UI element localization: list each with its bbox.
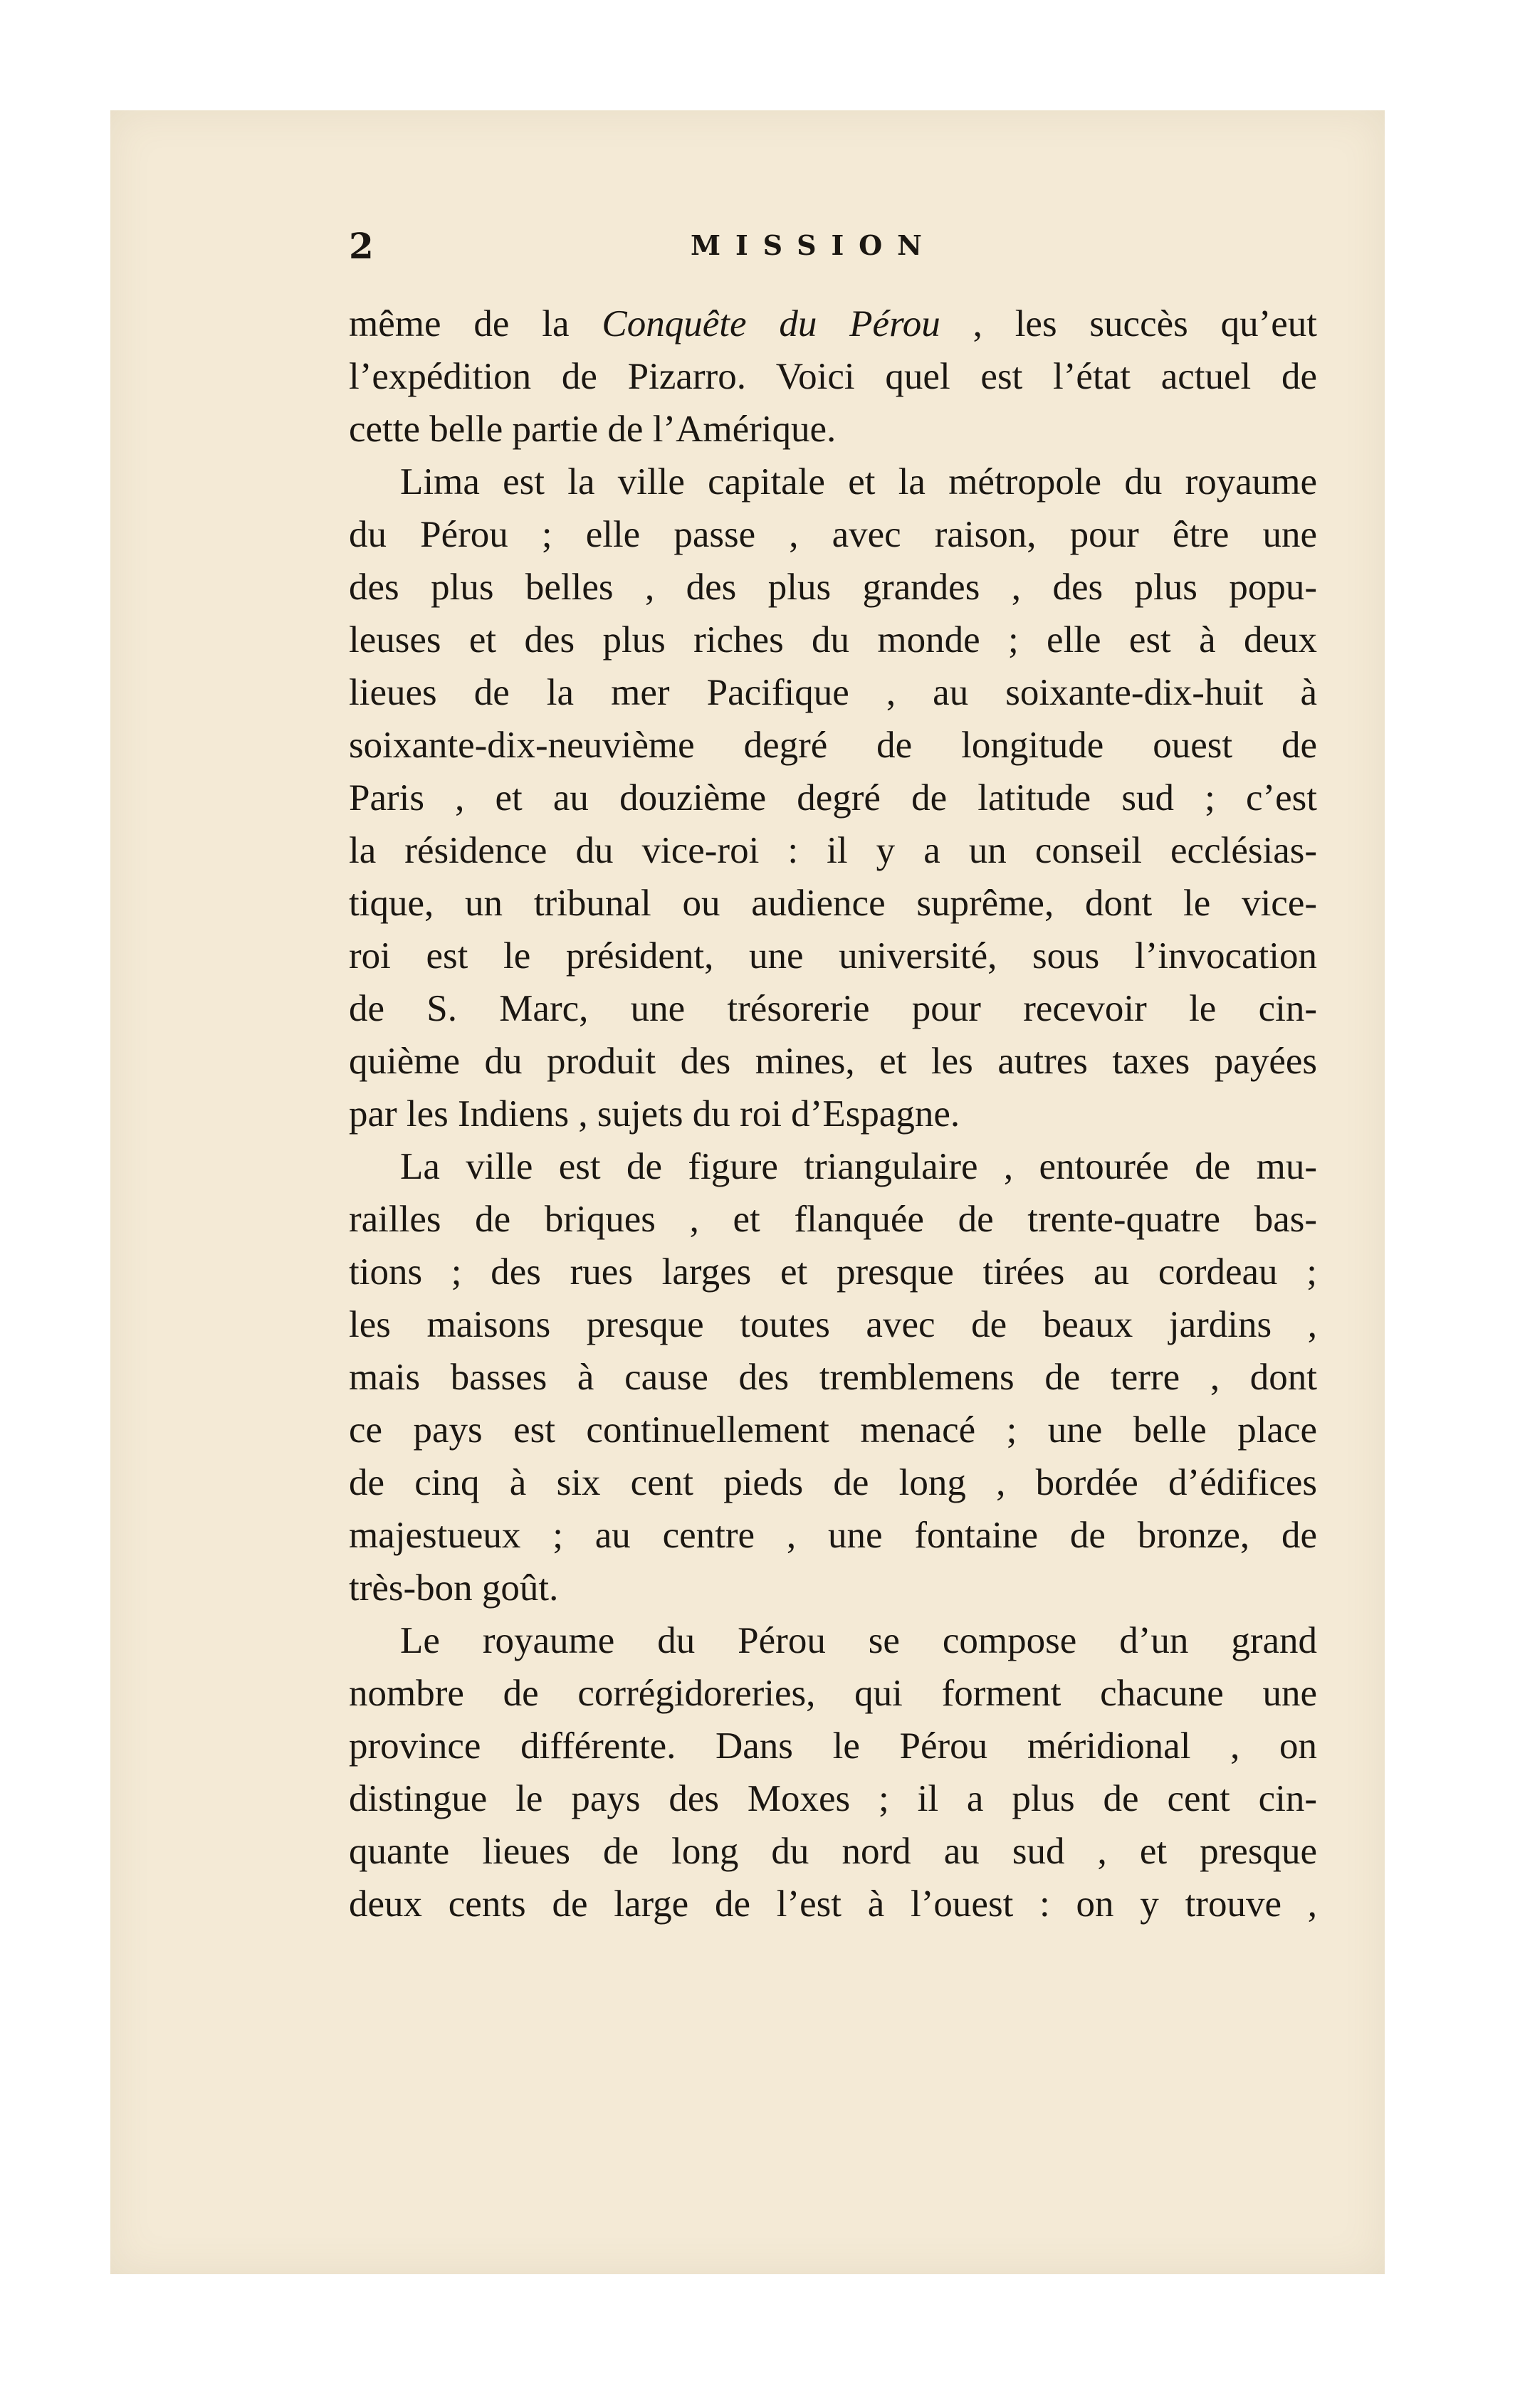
text-line: railles de briques , et flanquée de trente-quatre bas-	[349, 1199, 1317, 1240]
page-number: 2	[349, 225, 374, 267]
text-line: Paris , et au douzième degré de latitude sud ; c’est	[349, 777, 1317, 819]
text-line: tions ; des rues larges et presque tirées au cordeau ;	[349, 1251, 1317, 1293]
paragraph	[349, 1614, 1317, 1930]
text-line: la résidence du vice-roi : il y a un conseil ecclésias-	[349, 830, 1317, 871]
text-line: leuses et des plus riches du monde ; elle est à deux	[349, 619, 1317, 661]
text-line: nombre de corrégidoreries, qui forment chacune une	[349, 1673, 1317, 1714]
text-line: La ville est de figure triangulaire , entourée de mu-	[400, 1146, 1317, 1187]
text-line: tique, un tribunal ou audience suprême, dont le vice-	[349, 883, 1317, 924]
text-line: l’expédition de Pizarro. Voici quel est l’état actuel de	[349, 356, 1317, 397]
text-line: majestueux ; au centre , une fontaine de bronze, de	[349, 1515, 1317, 1556]
text-line: distingue le pays des Moxes ; il a plus de cent cin-	[349, 1778, 1317, 1819]
text-line: lieues de la mer Pacifique , au soixante-dix-huit à	[349, 672, 1317, 713]
book-title: Conquête du Pérou	[602, 303, 940, 345]
text-line: ce pays est continuellement menacé ; une belle place	[349, 1409, 1317, 1451]
text-line: du Pérou ; elle passe , avec raison, pour être une	[349, 514, 1317, 555]
running-head: MISSION	[691, 229, 937, 261]
text-line: des plus belles , des plus grandes , des plus popu-	[349, 567, 1317, 608]
paragraph	[349, 298, 1317, 456]
text-line: cette belle partie de l’Amérique.	[349, 409, 837, 450]
text-line: mais basses à cause des tremblemens de terre , dont	[349, 1357, 1317, 1398]
text-line: très-bon goût.	[349, 1567, 559, 1609]
text-line: de cinq à six cent pieds de long , bordée d’édifices	[349, 1462, 1317, 1503]
text-line: même de la Conquête du Pérou , les succès qu’eut	[349, 303, 1317, 345]
text-line: Le royaume du Pérou se compose d’un grand	[400, 1620, 1317, 1661]
text-line: Lima est la ville capitale et la métropole du royaume	[400, 461, 1317, 503]
text-line: soixante-dix-neuvième degré de longitude ouest de	[349, 725, 1317, 766]
paragraph	[349, 1140, 1317, 1614]
text-line: par les Indiens , sujets du roi d’Espagne.	[349, 1093, 960, 1135]
text-line: deux cents de large de l’est à l’ouest : on y trouve ,	[349, 1883, 1317, 1925]
page-header	[349, 225, 1317, 268]
text-line: quante lieues de long du nord au sud , et presque	[349, 1831, 1317, 1872]
text-line: les maisons presque toutes avec de beaux jardins ,	[349, 1304, 1317, 1345]
text-line: de S. Marc, une trésorerie pour recevoir le cin-	[349, 988, 1317, 1029]
text-line: province différente. Dans le Pérou méridional , on	[349, 1725, 1317, 1767]
text-line: quième du produit des mines, et les autres taxes payées	[349, 1041, 1317, 1082]
text-line: roi est le président, une université, sous l’invocation	[349, 935, 1317, 977]
paragraph	[349, 456, 1317, 1140]
body-text	[349, 298, 1317, 1930]
